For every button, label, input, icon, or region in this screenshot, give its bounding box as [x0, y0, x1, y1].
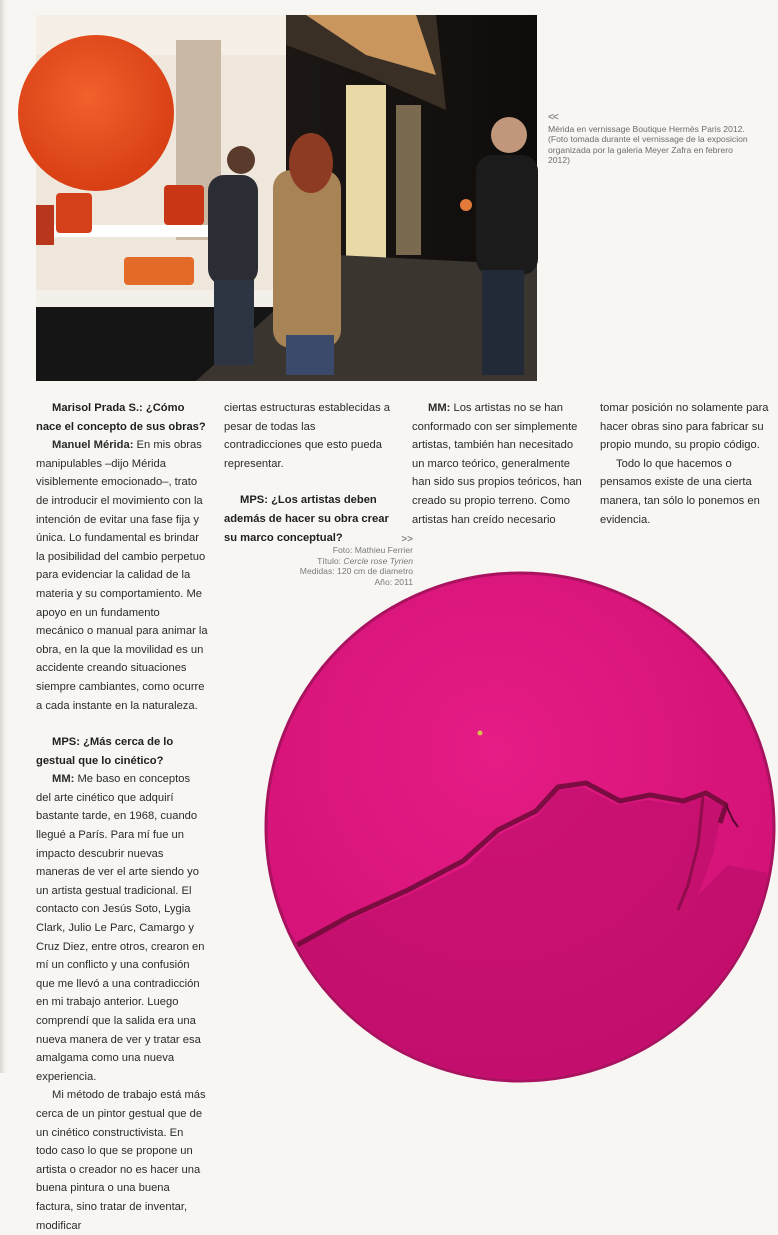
vernissage-photo [36, 15, 537, 381]
woman-figure [273, 170, 341, 348]
answer-2-text: Me baso en conceptos del arte cinético que adquirí bastante tarde, en 1968, cuando llegué a París. Para mí fue un impacto descubrir nuevas maneras de ver el arte siendo yo un artista gestual tradicional. El contacto con Jesús Soto, Lygia Clark, Julio Le Parc, Camargo y Cruz Diez, entre otros, crearon en mí un conflicto y una confusión que me llevó a una contradicción en mi trabajo anterior. Luego comprendí que la salida era una nueva manera de ver y tratar esa amalgama como una nueva experiencia. [36, 773, 205, 1083]
cercle-rose-tyrien-artwork [258, 565, 778, 1085]
credit-marker: >> [401, 534, 413, 545]
child-figure [208, 175, 258, 285]
page-edge-shadow [0, 0, 6, 1073]
man-figure [476, 155, 538, 275]
column-2-continuation: ciertas estructuras establecidas a pesar de todas las contradicciones que esto pueda representar. [224, 402, 391, 470]
wine-glass [460, 199, 472, 211]
photo-credit: Foto: Mathieu Ferrier [332, 545, 413, 556]
photo-caption [548, 113, 748, 166]
answer-2 [36, 770, 208, 1086]
answer-1-text: En mis obras manipulables –dijo Mérida visiblemente emocionado–, trato de introducir el movimiento con la intención de evitar una fase fija y única. Lo fundamental es brindar la posibilidad del cambio perpetuo para evidenciar la calidad de la materia y su comportamiento. Me apoyo en un fundamento mecánico o manual para animar la obra, en la que la movilidad es un accidente creando situaciones siempre cambiantes, como ocurre a cada instante en la naturaleza. [36, 439, 208, 712]
artwork-dimensions: Medidas: 120 cm de diametro [299, 566, 413, 577]
article-column-1 [36, 399, 208, 1235]
answer-2-speaker: MM: [52, 773, 75, 786]
answer-3 [412, 399, 584, 529]
column-4-paragraph-2: Todo lo que hacemos o pensamos existe de una cierta manera, tan sólo lo ponemos en evidencia. [600, 457, 760, 526]
gold-dot [478, 731, 483, 736]
answer-3-speaker: MM: [428, 402, 451, 414]
article-column-4 [600, 399, 770, 529]
question-2: MPS: ¿Más cerca de lo gestual que lo cinético? [36, 736, 174, 767]
orange-disc-artwork [18, 35, 174, 191]
answer-1 [36, 436, 208, 715]
answer-3-text: Los artistas no se han conformado con ser simplemente artistas, también han necesitado un marco teórico, generalmente han sido sus propios teóricos, han creado su propio terreno. Como artistas han creído necesario [412, 402, 582, 526]
artwork-year: Año: 2011 [374, 576, 413, 587]
answer-1-speaker: Manuel Mérida: [52, 439, 134, 452]
article-column-2 [224, 399, 396, 547]
article-column-3 [412, 399, 584, 529]
column-4-continuation: tomar posición no solamente para hacer obras sino para fabricar su propio mundo, su propio código. [600, 402, 769, 452]
artwork-title: Cercle rose Tyrien [343, 555, 413, 566]
answer-2-paragraph-2: Mi método de trabajo está más cerca de un pintor gestual que de un cinético constructivista. En todo caso lo que se propone un artista o creador no es hacer una buena pintura o una buena factura, sino tratar de inventar, modificar [36, 1089, 206, 1232]
question-1: Marisol Prada S.: ¿Cómo nace el concepto de sus obras? [36, 402, 206, 433]
caption-marker: << [548, 112, 558, 123]
photo-caption-text: Mérida en vernissage Boutique Hermès Paris 2012. (Foto tomada durante el vernissage de la exposicion organizada por la galeria Meyer Zafra en febrero 2012) [548, 123, 748, 166]
artwork-title-label: Título: [317, 555, 344, 566]
question-3: MPS: ¿Los artistas deben además de hacer su obra crear su marco conceptual? [224, 494, 389, 544]
